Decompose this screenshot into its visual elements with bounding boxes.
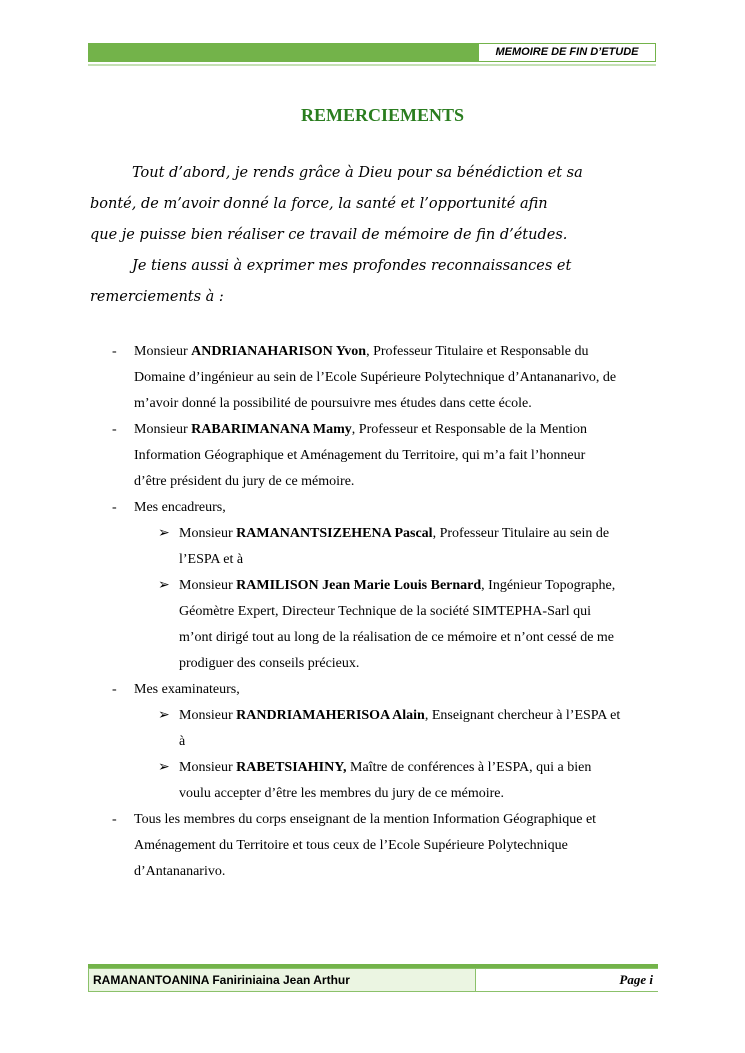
- person-name: RAMANANTSIZEHENA Pascal: [236, 526, 433, 541]
- item-text: Information Géographique et Aménagement du Territoire, qui m’a fait l’honneur: [134, 448, 586, 463]
- person-name: RABARIMANANA Mamy: [191, 422, 352, 437]
- footer-page-number: Page i: [619, 972, 653, 987]
- intro-line: remerciements à :: [90, 289, 224, 305]
- item-prefix: Monsieur: [179, 526, 237, 541]
- intro-line: Je tiens aussi à exprimer mes profondes reconnaissances et: [132, 258, 572, 274]
- item-text: , Professeur et Responsable de la Mention: [351, 422, 588, 437]
- dash-bullet: -: [112, 344, 117, 359]
- item-text: l’ESPA et à: [179, 552, 244, 567]
- intro-text: [90, 158, 665, 313]
- arrow-bullet-icon: ➢: [158, 526, 170, 541]
- item-text: Domaine d’ingénieur au sein de l’Ecole Supérieure Polytechnique d’Antananarivo, de: [134, 370, 617, 385]
- dash-bullet: -: [112, 682, 117, 697]
- item-text: d’être président du jury de ce mémoire.: [134, 474, 355, 489]
- item-text: Géomètre Expert, Directeur Technique de la société SIMTEPHA-Sarl qui: [179, 604, 592, 619]
- item-text: m’ont dirigé tout au long de la réalisation de ce mémoire et n’ont cessé de me: [179, 630, 615, 645]
- intro-line: que je puisse bien réaliser ce travail de mémoire de fin d’études.: [90, 227, 568, 243]
- item-text: voulu accepter d’être les membres du jury de ce mémoire.: [179, 786, 504, 801]
- item-label: Mes encadreurs,: [134, 500, 226, 515]
- arrow-bullet-icon: ➢: [158, 760, 170, 775]
- arrow-bullet-icon: ➢: [158, 708, 170, 723]
- person-name: ANDRIANAHARISON Yvon: [191, 344, 367, 359]
- item-prefix: Monsieur: [179, 708, 237, 723]
- dash-bullet: -: [112, 500, 117, 515]
- item-prefix: Monsieur: [179, 578, 237, 593]
- item-text: , Enseignant chercheur à l’ESPA et: [424, 708, 621, 723]
- item-text: Aménagement du Territoire et tous ceux de l’Ecole Supérieure Polytechnique: [134, 838, 568, 853]
- intro-line: bonté, de m’avoir donné la force, la santé et l’opportunité afin: [90, 196, 548, 212]
- item-text: Tous les membres du corps enseignant de la mention Information Géographique et: [134, 812, 597, 827]
- dash-bullet: -: [112, 812, 117, 827]
- item-label: Mes examinateurs,: [134, 682, 240, 697]
- item-prefix: Monsieur: [179, 760, 237, 775]
- item-text: m’avoir donné la possibilité de poursuivre mes études dans cette école.: [134, 396, 532, 411]
- footer-author: RAMANANTOANINA Faniriniaina Jean Arthur: [93, 973, 350, 987]
- item-text: d’Antananarivo.: [134, 864, 226, 879]
- arrow-bullet-icon: ➢: [158, 578, 170, 593]
- item-text: , Ingénieur Topographe,: [481, 578, 616, 593]
- item-text: prodiguer des conseils précieux.: [179, 656, 360, 671]
- intro-line: Tout d’abord, je rends grâce à Dieu pour sa bénédiction et sa: [132, 165, 583, 181]
- item-text: , Professeur Titulaire au sein de: [432, 526, 610, 541]
- dash-bullet: -: [112, 422, 117, 437]
- person-name: RABETSIAHINY,: [236, 760, 347, 775]
- page-title: REMERCIEMENTS: [300, 105, 465, 125]
- item-text: à: [179, 734, 186, 749]
- item-prefix: Monsieur: [134, 422, 192, 437]
- item-prefix: Monsieur: [134, 344, 192, 359]
- item-text: , Professeur Titulaire et Responsable du: [366, 344, 589, 359]
- person-name: RAMILISON Jean Marie Louis Bernard: [236, 578, 482, 593]
- item-text: Maître de conférences à l’ESPA, qui a bien: [346, 760, 592, 775]
- header-divider: [88, 64, 656, 66]
- person-name: RANDRIAMAHERISOA Alain: [236, 708, 425, 723]
- header-title: MEMOIRE DE FIN D’ETUDE: [495, 46, 639, 58]
